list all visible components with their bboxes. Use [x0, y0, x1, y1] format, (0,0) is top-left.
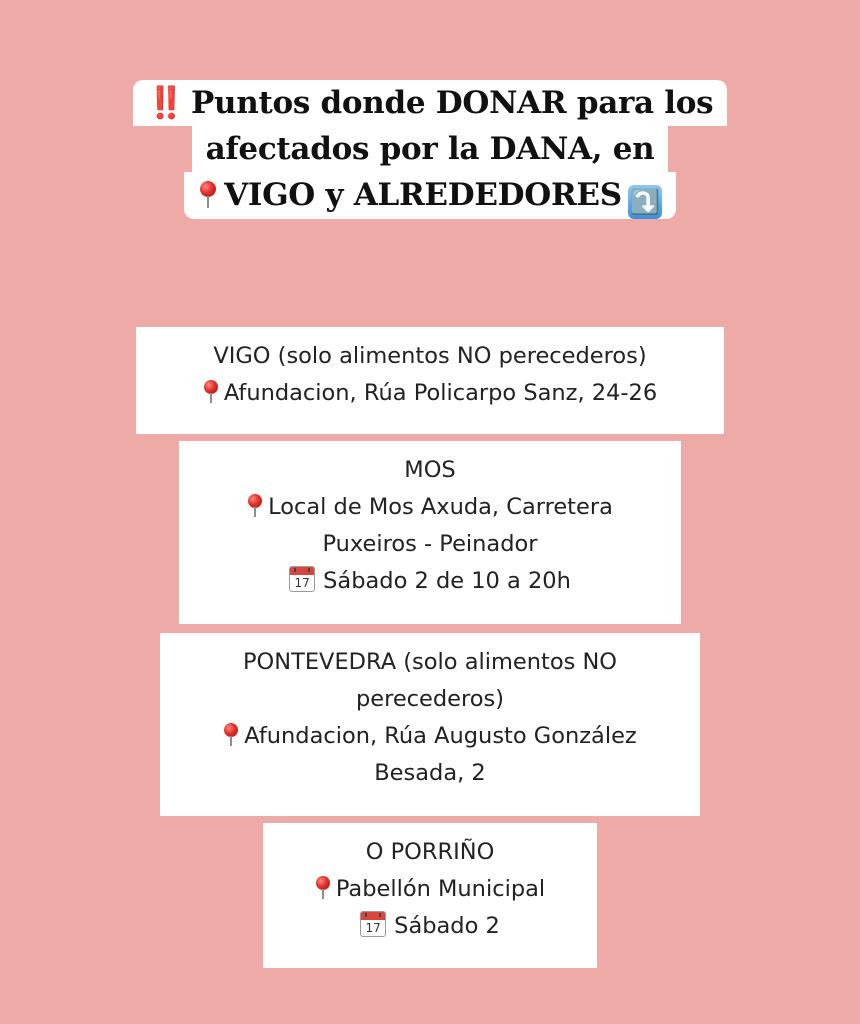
- card-address-text: Afundacion, Rúa Policarpo Sanz, 24-26: [223, 380, 658, 406]
- title-text-3: VIGO y ALREDEDORES: [224, 177, 622, 213]
- card-address: [263, 871, 597, 908]
- double-exclamation-icon: ‼️: [146, 85, 185, 121]
- location-card-o-porrino: [263, 823, 597, 968]
- card-date: [179, 563, 681, 600]
- card-date-text: Sábado 2: [394, 913, 500, 939]
- card-date-text: Sábado 2 de 10 a 20h: [323, 568, 571, 594]
- card-heading: VIGO (solo alimentos NO perecederos): [213, 343, 647, 369]
- card-heading: PONTEVEDRA (solo alimentos NO: [242, 649, 618, 675]
- title-line-3: [184, 172, 676, 219]
- location-card-mos: [179, 441, 681, 624]
- card-address: [136, 375, 724, 412]
- round-pushpin-icon: [203, 379, 219, 403]
- title-line-2: [192, 126, 669, 172]
- round-pushpin-icon: [223, 722, 239, 746]
- round-pushpin-icon: [247, 493, 263, 517]
- card-heading-continued: perecederos): [355, 686, 505, 712]
- title-line-1: [133, 80, 728, 126]
- card-heading: MOS: [404, 457, 456, 483]
- round-pushpin-icon: [198, 179, 218, 209]
- location-card-vigo: [136, 327, 724, 434]
- card-address: [160, 718, 700, 755]
- card-address: [179, 489, 681, 526]
- card-address-text: Afundacion, Rúa Augusto González: [244, 723, 637, 749]
- title-block: [0, 80, 860, 218]
- calendar-icon: 17: [360, 911, 386, 937]
- card-date: [263, 908, 597, 945]
- location-card-pontevedra: [160, 633, 700, 816]
- card-address-text: Pabellón Municipal: [335, 876, 546, 902]
- title-text-2: afectados por la DANA, en: [205, 131, 655, 167]
- card-address-continued: Puxeiros - Peinador: [322, 531, 538, 557]
- card-address-continued: Besada, 2: [374, 760, 486, 786]
- round-pushpin-icon: [315, 875, 331, 899]
- card-heading: O PORRIÑO: [365, 839, 495, 865]
- calendar-icon: 17: [289, 566, 315, 592]
- arrow-curving-down-icon: ⤵️: [628, 185, 662, 219]
- card-address-text: Local de Mos Axuda, Carretera: [268, 494, 613, 520]
- title-text-1: Puntos donde DONAR para los: [190, 85, 714, 121]
